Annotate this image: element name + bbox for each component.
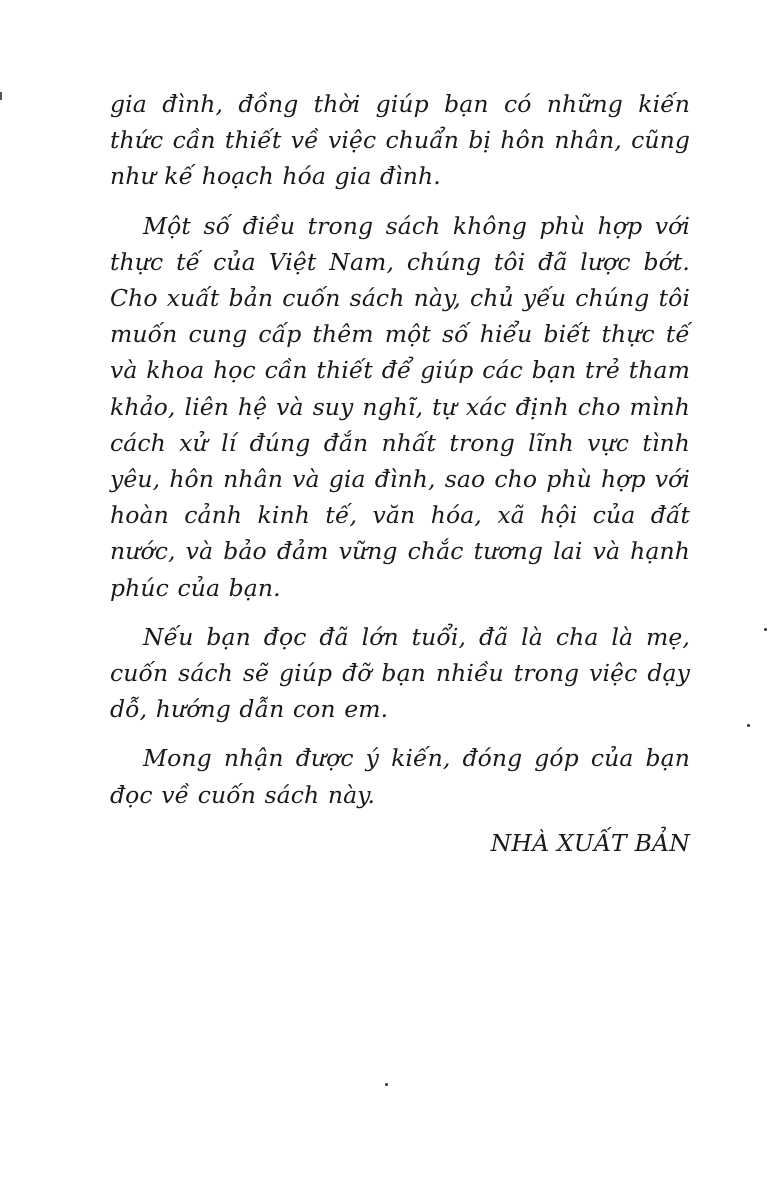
scan-speck xyxy=(385,1083,388,1086)
scan-speck xyxy=(764,628,767,631)
scan-speck xyxy=(747,724,750,727)
publisher-signature: NHÀ XUẤT BẢN xyxy=(490,828,690,857)
paragraph-feedback-request: Mong nhận được ý kiến, đóng góp của bạn đọc về cuốn sách này. xyxy=(110,744,690,809)
scan-edge-mark xyxy=(0,92,2,100)
paragraph-parents-note: Nếu bạn đọc đã lớn tuổi, đã là cha là mẹ, cuốn sách sẽ giúp đỡ bạn nhiều trong việc dạy dỗ, hướng dẫn con em. xyxy=(110,622,690,724)
paragraph-continuation: gia đình, đồng thời giúp bạn có những kiến thức cần thiết về việc chuẩn bị hôn nhân, cũng như kế hoạch hóa gia đình. xyxy=(110,90,690,191)
book-page-text xyxy=(110,86,690,861)
paragraph-abridgement-note: Một số điều trong sách không phù hợp với thực tế của Việt Nam, chúng tôi đã lược bớt. Cho xuất bản cuốn sách này, chủ yếu chúng tôi muốn cung cấp thêm một số hiểu biết thực tế và khoa học cần thiết để giúp các bạn trẻ tham khảo, liên hệ và suy nghĩ, tự xác định cho mình cách xử lí đúng đắn nhất trong lĩnh vực tình yêu, hôn nhân và gia đình, sao cho phù hợp với hoàn cảnh kinh tế, văn hóa, xã hội của đất nước, và bảo đảm vững chắc tương lai và hạnh phúc của bạn. xyxy=(110,211,690,602)
